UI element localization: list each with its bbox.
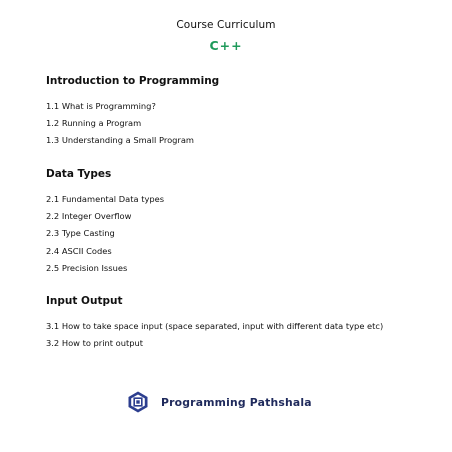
list-item: 2.4 ASCII Codes [46, 245, 112, 256]
list-item: 2.2 Integer Overflow [46, 211, 132, 222]
course-language: C++ [209, 38, 243, 53]
section-data-types [46, 166, 426, 277]
list-item: 1.1 What is Programming? [46, 101, 156, 111]
list-item: 3.1 How to take space input (space separated, input with different data type etc) [46, 321, 384, 331]
section-heading: Introduction to Programming [46, 75, 220, 87]
list-item: 3.2 How to print output [46, 338, 144, 349]
programming-pathshala-logo-icon [126, 390, 150, 414]
list-item: 1.3 Understanding a Small Program [46, 135, 195, 146]
section-items [46, 191, 426, 277]
page-title: Course Curriculum [176, 19, 276, 31]
list-item: 2.5 Precision Issues [46, 262, 128, 273]
list-item: 1.2 Running a Program [46, 118, 142, 129]
section-items [46, 98, 426, 150]
brand-name: Programming Pathshala [161, 395, 312, 409]
brand-footer [126, 390, 312, 414]
section-heading: Input Output [46, 295, 123, 307]
section-heading: Data Types [46, 168, 112, 180]
list-item: 2.1 Fundamental Data types [46, 194, 165, 204]
list-item: 2.3 Type Casting [46, 228, 115, 239]
section-introduction [46, 73, 426, 150]
section-items [46, 318, 426, 352]
section-input-output [46, 293, 426, 352]
